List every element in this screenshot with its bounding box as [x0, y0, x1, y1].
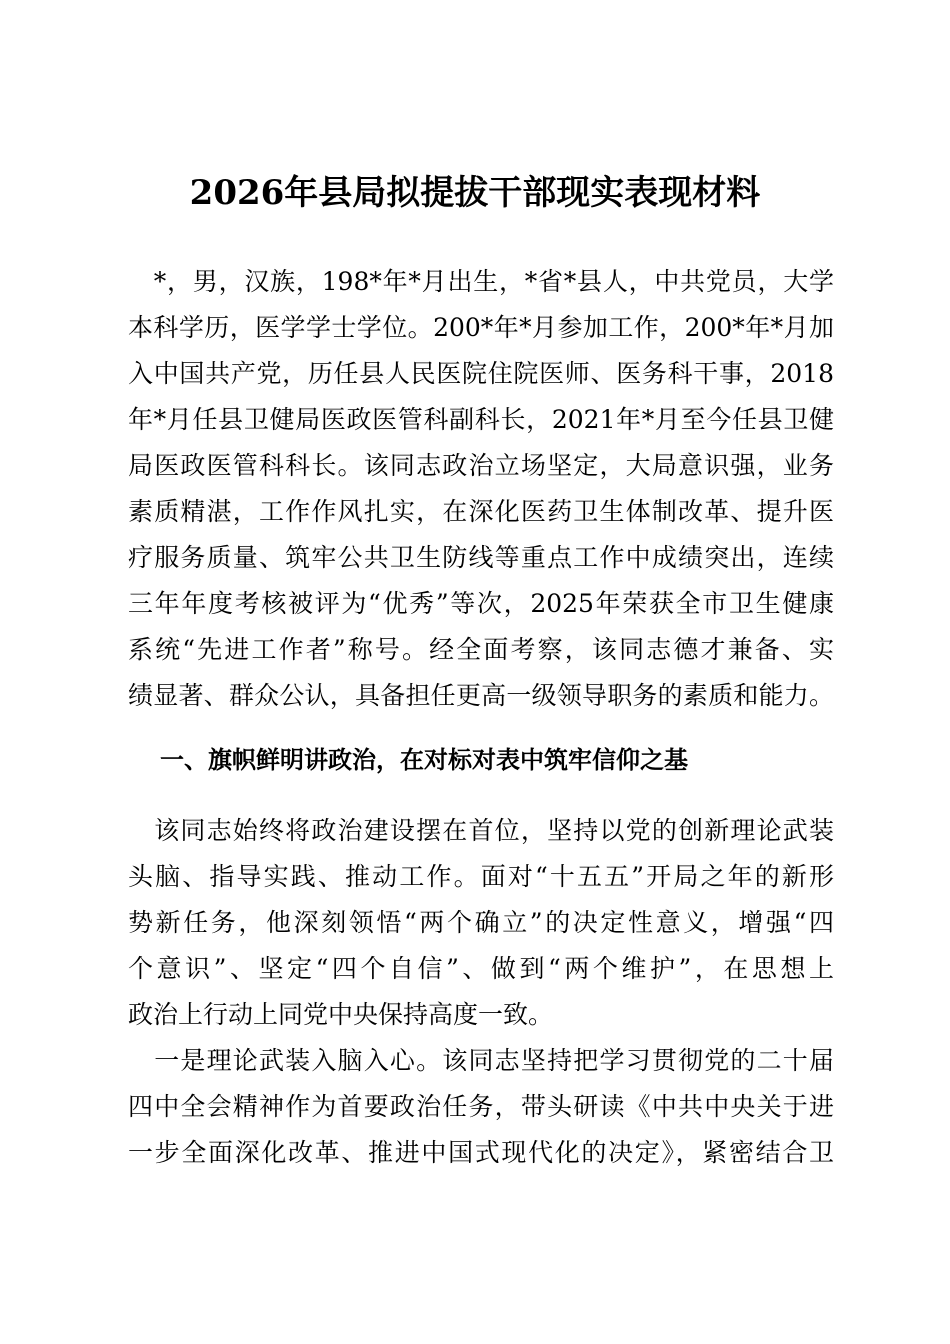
section1-line: 势新任务，他深刻领悟“两个确立”的决定性意义，增强“四: [128, 908, 834, 937]
intro-line: 本科学历，医学学士学位。200*年*月参加工作，200*年*月加: [128, 313, 834, 342]
section1-paragraph: [128, 808, 834, 1038]
intro-line: *，男，汉族，198*年*月出生，*省*县人，中共党员，大学: [128, 267, 834, 296]
intro-line: 疗服务质量、筑牢公共卫生防线等重点工作中成绩突出，连续: [128, 543, 834, 572]
section1-para2-line: 一步全面深化改革、推进中国式现代化的决定》，紧密结合卫: [128, 1138, 834, 1167]
intro-paragraph: [128, 259, 834, 719]
section1-line: 个意识”、坚定“四个自信”、做到“两个维护”，在思想上: [128, 954, 834, 983]
intro-line: 三年年度考核被评为“优秀”等次，2025年荣获全市卫生健康: [128, 589, 834, 618]
intro-line: 入中国共产党，历任县人民医院住院医师、医务科干事，2018: [128, 359, 834, 388]
section1-para2-line: 四中全会精神作为首要政治任务，带头研读《中共中央关于进: [128, 1092, 834, 1121]
section1-paragraph-2: [128, 1038, 834, 1176]
document-title: 2026年县局拟提拔干部现实表现材料: [189, 173, 761, 213]
intro-line: 系统“先进工作者”称号。经全面考察，该同志德才兼备、实: [128, 635, 834, 664]
section1-line: 该同志始终将政治建设摆在首位，坚持以党的创新理论武装: [128, 816, 834, 845]
section1-para2-line: 一是理论武装入脑入心。该同志坚持把学习贯彻党的二十届: [128, 1046, 834, 1075]
section-heading: 一、旗帜鲜明讲政治，在对标对表中筑牢信仰之基: [160, 746, 688, 774]
intro-line: 绩显著、群众公认，具备担任更高一级领导职务的素质和能力。: [128, 681, 834, 710]
intro-line: 局医政医管科科长。该同志政治立场坚定，大局意识强，业务: [128, 451, 834, 480]
section1-line: 头脑、指导实践、推动工作。面对“十五五”开局之年的新形: [128, 862, 834, 891]
intro-line: 素质精湛，工作作风扎实，在深化医药卫生体制改革、提升医: [128, 497, 834, 526]
intro-line: 年*月任县卫健局医政医管科副科长，2021年*月至今任县卫健: [128, 405, 834, 434]
section1-line: 政治上行动上同党中央保持高度一致。: [128, 1000, 554, 1029]
